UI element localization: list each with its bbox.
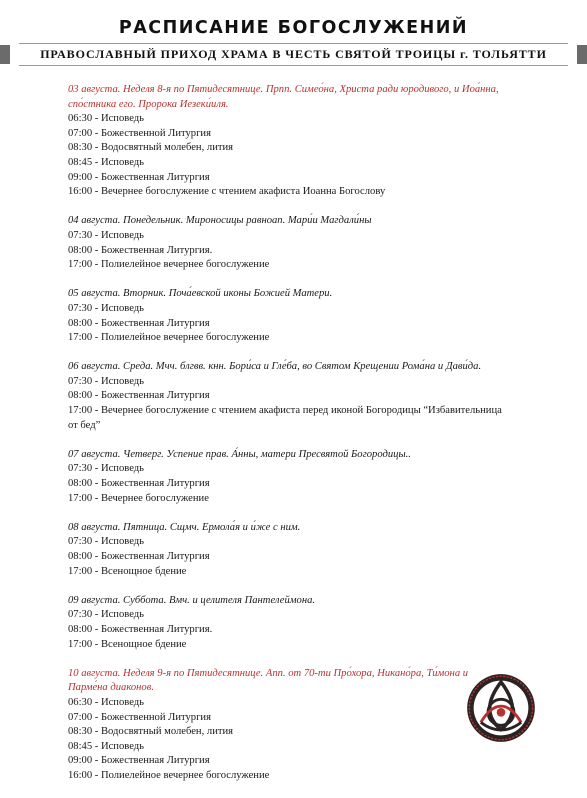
service-line: 07:00 - Божественной Литургия [68, 127, 211, 139]
sunday-day-title: 10 августа. Неделя 9-я по Пятидесятнице. Апп. от 70-ти Про́хора, Никано́ра, Ти́мона и Парме́на диаконов. [68, 667, 469, 694]
day-title: 06 августа. Среда. Мчч. блгвв. кнн. Бори́са и Гле́ба, во Святом Крещении Рома́на и Дави́да. [68, 361, 482, 373]
day-block [68, 667, 508, 784]
service-line: 07:30 - Исповедь [68, 229, 144, 241]
service-line: 09:00 - Божественная Литургия [68, 171, 210, 183]
service-line: 07:30 - Исповедь [68, 302, 144, 314]
service-line: 07:00 - Божественной Литургия [68, 711, 211, 723]
service-line: 08:00 - Божественная Литургия [68, 390, 210, 402]
service-line: 07:30 - Исповедь [68, 536, 144, 548]
service-line: 08:30 - Водосвятный молебен, лития [68, 726, 234, 738]
day-title: 05 августа. Вторник. Поча́евской иконы Божией Матери. [68, 288, 333, 300]
trinity-knot-emblem-icon [465, 672, 537, 744]
day-block [68, 521, 508, 579]
service-line: 17:00 - Вечернее богослужение с чтением акафиста перед иконой Богородицы “Избавительница от бед” [68, 405, 502, 431]
service-line: 08:30 - Водосвятный молебен, лития [68, 142, 234, 154]
service-line: 09:00 - Божественная Литургия [68, 755, 210, 767]
day-title: 04 августа. Понедельник. Мироносицы равноап. Мари́и Магдали́ны [68, 215, 372, 227]
service-line: 08:00 - Божественная Литургия. [68, 623, 213, 635]
service-line: 08:00 - Божественная Литургия [68, 551, 210, 562]
service-line: 17:00 - Полиелейное вечернее богослужение [68, 259, 270, 271]
service-line: 16:00 - Полиелейное вечернее богослужение [68, 769, 270, 781]
parish-subtitle: ПРАВОСЛАВНЫЙ ПРИХОД ХРАМА В ЧЕСТЬ СВЯТОЙ ТРОИЦЫ г. ТОЛЬЯТТИ [40, 47, 547, 61]
sunday-day-title: 03 августа. Неделя 8-я по Пятидесятнице. Прпп. Симео́на, Христа ради юродивого, и Иоа́нна, спо́стника его. Пророка Иезеки́иля. [68, 84, 499, 110]
service-line: 07:30 - Исповедь [68, 609, 144, 621]
subtitle-bar-left-edge [0, 45, 10, 64]
service-line: 16:00 - Вечернее богослужение с чтением акафиста Иоанна Богослову [68, 186, 386, 198]
service-line: 08:00 - Божественная Литургия. [68, 244, 213, 256]
service-line: 17:00 - Полиелейное вечернее богослужение [68, 332, 270, 344]
day-title: 09 августа. Суббота. Вмч. и целителя Пантелеймона. [68, 594, 316, 606]
day-block [68, 287, 508, 345]
service-line: 06:30 - Исповедь [68, 696, 144, 708]
subtitle-bar-right-edge [577, 45, 587, 64]
service-line: 06:30 - Исповедь [68, 113, 144, 125]
day-block [68, 360, 508, 433]
day-block [68, 83, 508, 200]
service-line: 17:00 - Всенощное бдение [68, 565, 187, 577]
day-title: 08 августа. Пятница. Сщмч. Ермола́я и и́же с ним. [68, 521, 301, 533]
page-title: РАСПИСАНИЕ БОГОСЛУЖЕНИЙ [118, 18, 469, 38]
service-line: 08:45 - Исповедь [68, 156, 144, 168]
service-line: 17:00 - Всенощное бдение [68, 638, 187, 650]
day-title: 07 августа. Четверг. Успение прав. А́нны, матери Пресвятой Богородицы.. [68, 448, 411, 460]
day-block [68, 214, 508, 272]
day-block [68, 448, 508, 506]
day-block [68, 594, 508, 652]
service-line: 17:00 - Вечернее богослужение [68, 492, 209, 504]
schedule-list [68, 83, 508, 798]
service-line: 08:00 - Божественная Литургия [68, 478, 210, 490]
service-line: 07:30 - Исповедь [68, 375, 144, 387]
service-line: 08:00 - Божественная Литургия [68, 317, 210, 329]
service-line: 07:30 - Исповедь [68, 463, 144, 475]
service-line: 08:45 - Исповедь [68, 740, 144, 752]
parish-subtitle-bar [19, 43, 568, 66]
